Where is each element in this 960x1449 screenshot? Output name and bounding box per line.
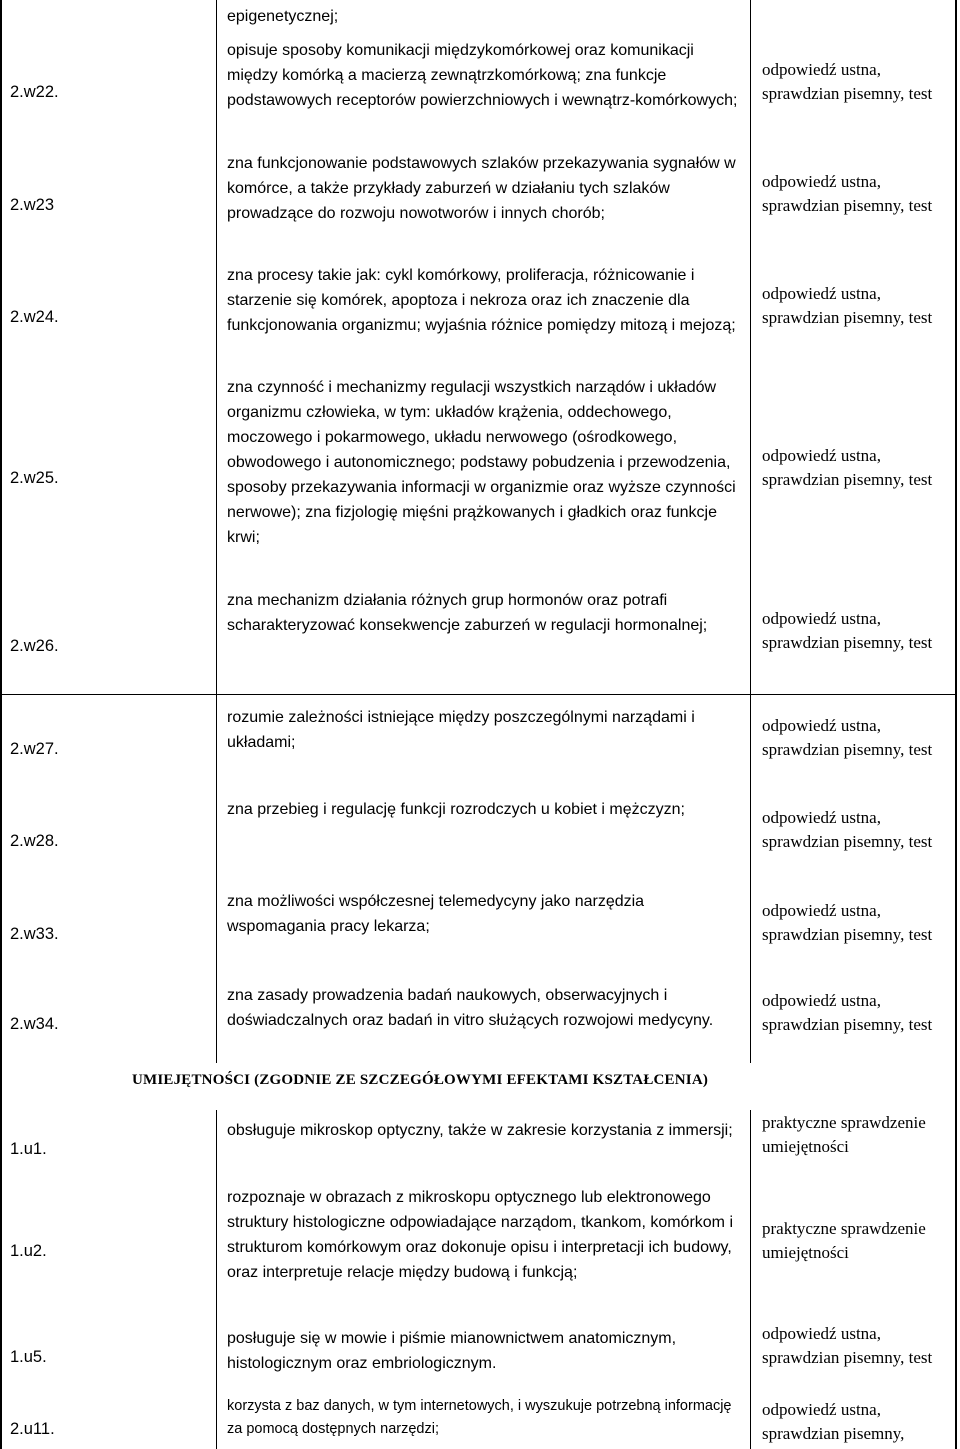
row-code: 2.w23 [10, 196, 55, 214]
row-code: 2.w27. [10, 740, 59, 758]
row-description: zna zasady prowadzenia badań naukowych, obserwacyjnych i doświadczalnych oraz badań in vitro służących rozwojowi medycyny. [227, 987, 714, 1029]
grid-line [0, 694, 957, 695]
grid-line [216, 0, 217, 1063]
grid-line [0, 0, 2, 1449]
row-method: praktyczne sprawdzenie umiejętności [762, 1219, 926, 1262]
row-code: 1.u5. [10, 1348, 47, 1366]
row-description: obsługuje mikroskop optyczny, także w zakresie korzystania z immersji; [227, 1122, 733, 1139]
row-description: rozpoznaje w obrazach z mikroskopu optycznego lub elektronowego struktury histologiczne odpowiadające narządom, tkankom, komórkom i strukturom komórkowym oraz dokonuje opisu i interpretacji ich budowy, oraz interpretuje relacje między budową i funkcją; [227, 1189, 734, 1281]
row-method: odpowiedź ustna, sprawdzian pisemny, test [762, 1324, 933, 1367]
row-code: 2.w24. [10, 308, 59, 326]
grid-line [955, 0, 957, 1449]
row-code: 2.w25. [10, 469, 59, 487]
row-code: 1.u1. [10, 1140, 47, 1158]
row-method: odpowiedź ustna, sprawdzian pisemny, test [762, 60, 933, 103]
row-code: 2.w22. [10, 83, 59, 101]
grid-line [750, 1110, 751, 1449]
row-description: opisuje sposoby komunikacji międzykomórkowej oraz komunikacji między komórką a macierzą zewnątrzkomórkową; zna funkcje podstawowych receptorów powierzchniowych i wewnątrz-komórkowych; [227, 42, 738, 109]
row-method: odpowiedź ustna, sprawdzian pisemny, test [762, 991, 933, 1034]
row-description: korzysta z baz danych, w tym internetowych, i wyszukuje potrzebną informację za pomocą dostępnych narzędzi; [227, 1398, 732, 1437]
row-code: 2.w28. [10, 832, 59, 850]
row-method: odpowiedź ustna, sprawdzian pisemny, [762, 1400, 905, 1443]
row-method: odpowiedź ustna, sprawdzian pisemny, test [762, 609, 933, 652]
grid-line [216, 1110, 217, 1449]
row-method: odpowiedź ustna, sprawdzian pisemny, test [762, 901, 933, 944]
row-method: odpowiedź ustna, sprawdzian pisemny, test [762, 172, 933, 215]
row-description: zna procesy takie jak: cykl komórkowy, proliferacja, różnicowanie i starzenie się komórek, apoptoza i nekroza oraz ich znaczenie dla funkcjonowania organizmu; wyjaśnia różnice pomiędzy mitozą i mejozą; [227, 267, 736, 334]
row-description: zna możliwości współczesnej telemedycyny jako narzędzia wspomagania pracy lekarza; [227, 893, 645, 935]
row-code: 2.w34. [10, 1015, 59, 1033]
row-description: posługuje się w mowie i piśmie mianownictwem anatomicznym, histologicznym oraz embriologicznym. [227, 1330, 677, 1372]
top-fragment: epigenetycznej; [227, 8, 339, 25]
row-code: 2.w33. [10, 925, 59, 943]
row-method: odpowiedź ustna, sprawdzian pisemny, test [762, 716, 933, 759]
row-method: praktyczne sprawdzenie umiejętności [762, 1113, 926, 1156]
row-description: zna mechanizm działania różnych grup hormonów oraz potrafi scharakteryzować konsekwencje zaburzeń w regulacji hormonalnej; [227, 592, 708, 634]
row-method: odpowiedź ustna, sprawdzian pisemny, test [762, 446, 933, 489]
grid-line [750, 0, 751, 1063]
row-code: 2.u11. [10, 1420, 55, 1438]
section-header: UMIEJĘTNOŚCI (ZGODNIE ZE SZCZEGÓŁOWYMI EFEKTAMI KSZTAŁCENIA) [131, 1072, 709, 1088]
row-method: odpowiedź ustna, sprawdzian pisemny, test [762, 284, 933, 327]
row-description: zna przebieg i regulację funkcji rozrodczych u kobiet i mężczyzn; [227, 801, 685, 818]
row-description: rozumie zależności istniejące między poszczególnymi narządami i układami; [227, 709, 695, 751]
row-description: zna funkcjonowanie podstawowych szlaków przekazywania sygnałów w komórce, a także przykłady zaburzeń w działaniu tych szlaków prowadzące do rozwoju nowotworów i innych chorób; [227, 155, 736, 222]
row-code: 1.u2. [10, 1242, 47, 1260]
row-code: 2.w26. [10, 637, 59, 655]
row-method: odpowiedź ustna, sprawdzian pisemny, test [762, 808, 933, 851]
row-description: zna czynność i mechanizmy regulacji wszystkich narządów i układów organizmu człowieka, w tym: układów krążenia, oddechowego, moczowego i pokarmowego, układu nerwowego (ośrodkowego, obwodowego i autonomicznego; podstawy pobudzenia i przewodzenia, sposoby przekazywania informacji w organizmie oraz wyższe czynności nerwowe); zna fizjologię mięśni prążkowanych i gładkich oraz funkcje krwi; [227, 379, 736, 546]
